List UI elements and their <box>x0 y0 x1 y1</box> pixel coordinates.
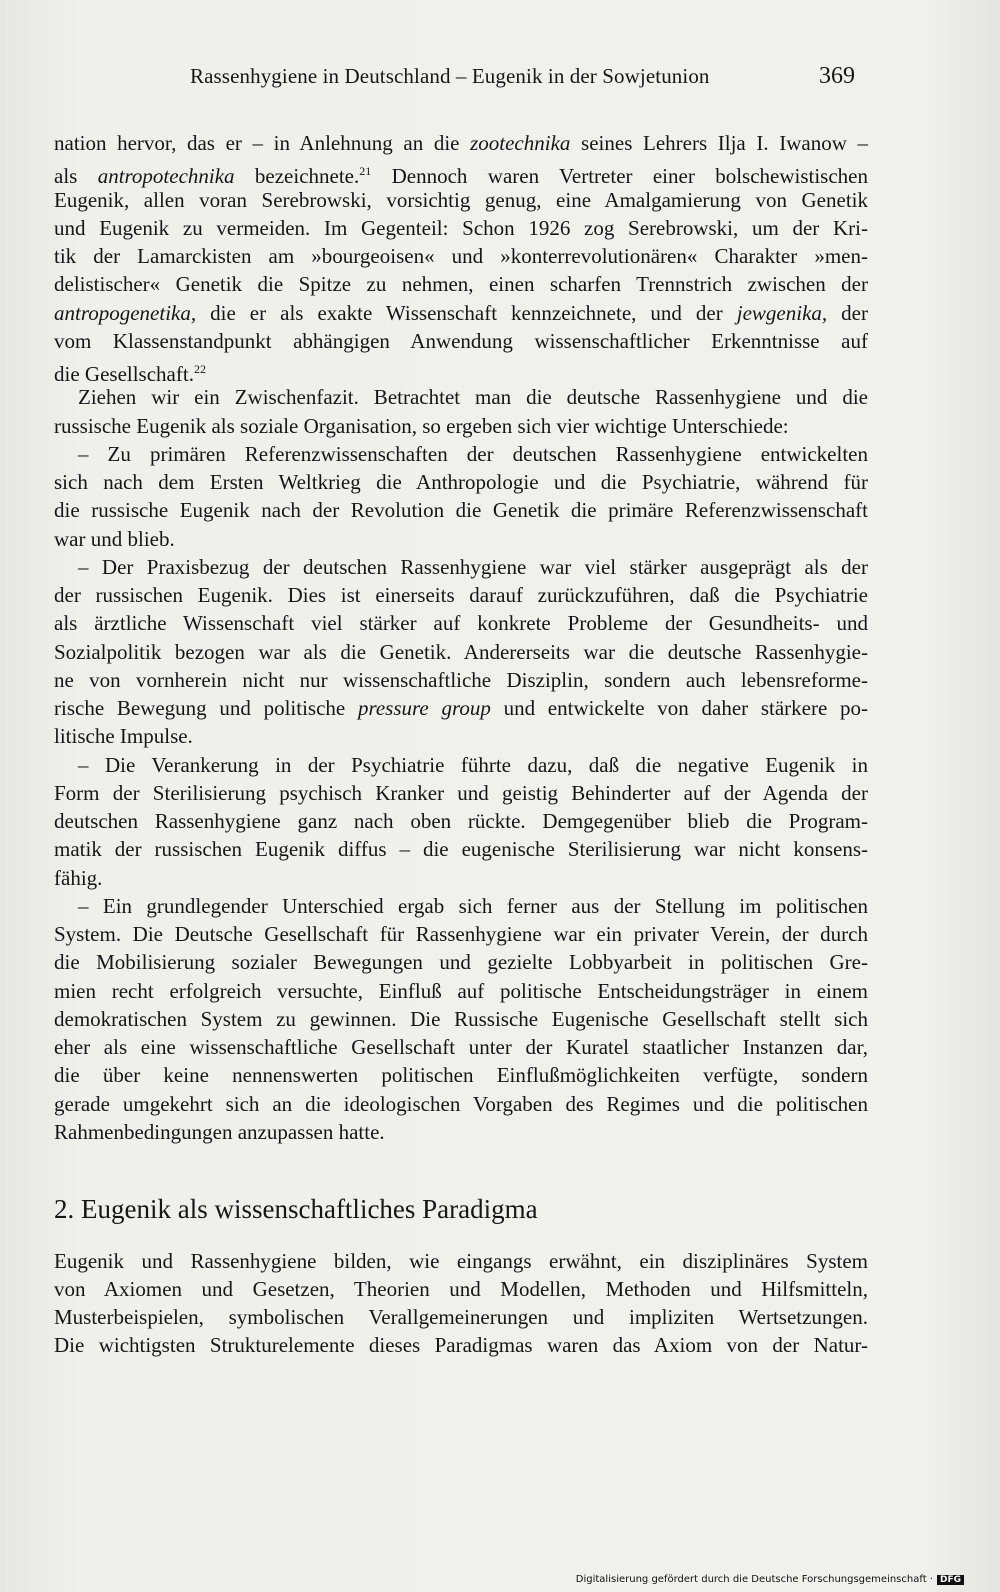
body-line <box>54 807 868 835</box>
text-run: die über keine nennenswerten politischen Einflußmöglichkeiten verfügte, sondern <box>54 1063 868 1088</box>
text-run: Eugenik und Rassenhygiene bilden, wie eingangs erwähnt, ein disziplinäres System <box>54 1249 868 1273</box>
body-line <box>54 920 868 948</box>
body-line <box>54 581 868 609</box>
text-run: nation hervor, das er – in Anlehnung an die <box>54 131 471 155</box>
text-run: System. Die Deutsche Gesellschaft für Rassenhygiene war ein privater Verein, der durch <box>54 922 868 946</box>
section-line <box>54 1275 868 1303</box>
body-line <box>54 864 868 892</box>
text-run: mien recht erfolgreich versuchte, Einfluß auf politische Entscheidungsträger in einem <box>54 978 868 1003</box>
section-line <box>54 1247 868 1275</box>
text-run: deutschen Rassenhygiene ganz nach oben rückte. Demgegenüber blieb die Program- <box>54 809 868 833</box>
section-line <box>54 1331 868 1359</box>
text-run: eher als eine wissenschaftliche Gesellschaft unter der Kuratel staatlicher Instanzen dar, <box>54 1035 868 1059</box>
text-run: als <box>54 164 98 189</box>
body-line <box>54 327 868 355</box>
text-run: Rahmenbedingungen anzupassen hatte. <box>54 1119 385 1144</box>
text-run: – Der Praxisbezug der deutschen Rassenhygiene war viel stärker ausgeprägt als der <box>78 554 868 579</box>
body-line <box>54 609 868 637</box>
text-run: der russischen Eugenik. Dies ist einerseits darauf zurückzuführen, daß die Psychiatrie <box>54 583 868 607</box>
page-number: 369 <box>819 63 855 89</box>
body-line <box>78 751 868 779</box>
text-run: demokratischen System zu gewinnen. Die Russische Eugenische Gesellschaft stellt sich <box>54 1006 868 1031</box>
text-run: Eugenik, allen voran Serebrowski, vorsichtig genug, eine Amalgamierung von Genetik <box>54 187 868 212</box>
text-run: die Mobilisierung sozialer Bewegungen und gezielte Lobbyarbeit in politischen Gre- <box>54 950 868 975</box>
body-line <box>54 157 868 189</box>
text-run: gerade umgekehrt sich an die ideologischen Vorgaben des Regimes und die politischen <box>54 1091 868 1116</box>
italic-term: antropotechnika <box>97 164 235 189</box>
body-line <box>54 779 868 807</box>
text-run: vom Klassenstandpunkt abhängigen Anwendung wissenschaftlicher Erkenntnisse auf <box>54 328 868 353</box>
text-run: – Ein grundlegender Unterschied ergab sich ferner aus der Stellung im politischen <box>78 893 868 918</box>
body-line <box>78 440 868 468</box>
body-line <box>54 694 868 722</box>
body-line <box>54 242 868 270</box>
body-line <box>54 129 868 157</box>
body-line <box>54 948 868 976</box>
text-run: rische Bewegung und politische <box>54 696 358 720</box>
text-run: war und blieb. <box>54 526 175 551</box>
text-run: fähig. <box>54 865 103 890</box>
text-run: – Die Verankerung in der Psychiatrie führte dazu, daß die negative Eugenik in <box>78 752 868 777</box>
text-run: Ziehen wir ein Zwischenfazit. Betrachtet man die deutsche Rassenhygiene und die <box>78 385 868 410</box>
text-run: bezeichnete. <box>234 164 360 189</box>
body-line <box>54 1005 868 1033</box>
body-line <box>54 722 868 750</box>
body-line <box>54 214 868 242</box>
text-run: und Eugenik zu vermeiden. Im Gegenteil: Schon 1926 zog Serebrowski, um der Kri- <box>54 215 868 240</box>
body-line <box>54 638 868 666</box>
text-run: Dennoch waren Vertreter einer bolschewistischen <box>371 164 868 189</box>
text-run: – Zu primären Referenzwissenschaften der deutschen Rassenhygiene entwickelten <box>78 441 868 466</box>
text-run: die Gesellschaft. <box>54 362 194 386</box>
body-line <box>54 355 868 386</box>
text-run: als ärztliche Wissenschaft viel stärker auf konkrete Probleme der Gesundheits- und <box>54 611 868 636</box>
dfg-logo: DFG <box>937 1575 964 1585</box>
text-run: matik der russischen Eugenik diffus – die eugenische Sterilisierung war nicht konsens- <box>54 837 868 862</box>
text-run: Musterbeispielen, symbolischen Verallgemeinerungen und impliziten Wertsetzungen. <box>54 1305 868 1329</box>
text-run: delistischer« Genetik die Spitze zu nehmen, einen scharfen Trennstrich zwischen der <box>54 272 868 297</box>
body-line <box>54 666 868 694</box>
body-line <box>54 299 868 327</box>
body-line <box>78 553 868 581</box>
body-line <box>54 496 868 524</box>
text-run: Sozialpolitik bezogen war als die Genetik. Andererseits war die deutsche Rassenhygie- <box>54 639 868 664</box>
body-line <box>54 1090 868 1118</box>
text-run: und entwickelte von daher stärkere po- <box>490 696 869 720</box>
body-line <box>54 1033 868 1061</box>
text-run: Form der Sterilisierung psychisch Kranker und geistig Behinderter auf der Agenda der <box>54 780 868 805</box>
text-run: die russische Eugenik nach der Revolution die Genetik die primäre Referenzwissenschaft <box>54 498 868 523</box>
section-heading: 2. Eugenik als wissenschaftliches Paradigma <box>54 1194 538 1224</box>
body-line <box>78 892 868 920</box>
body-line <box>54 1118 868 1146</box>
italic-term: zootechnika <box>470 131 571 155</box>
text-run: sich nach dem Ersten Weltkrieg die Anthropologie und die Psychiatrie, während für <box>54 470 868 494</box>
text-run: litische Impulse. <box>54 724 193 749</box>
body-line <box>54 835 868 863</box>
body-line <box>54 468 868 496</box>
italic-term: jewgenika, <box>736 300 828 325</box>
body-line <box>54 525 868 553</box>
italic-term: pressure group <box>357 696 491 720</box>
body-line <box>54 186 868 214</box>
digitization-footer <box>576 1574 964 1585</box>
body-line <box>54 270 868 298</box>
footnote-marker: 22 <box>193 362 206 376</box>
section-line <box>54 1303 868 1331</box>
body-line <box>78 383 868 411</box>
text-run: der <box>827 300 868 325</box>
footnote-marker: 21 <box>359 164 372 179</box>
italic-term: antropogenetika, <box>54 300 197 325</box>
text-run: seines Lehrers Ilja I. Iwanow – <box>570 131 868 155</box>
text-run: tik der Lamarckisten am »bourgeoisen« und »konterrevolutionären« Charakter »men- <box>54 244 868 268</box>
body-line <box>54 412 868 440</box>
text-run: die er als exakte Wissenschaft kennzeichnete, und der <box>196 300 737 325</box>
running-head: Rassenhygiene in Deutschland – Eugenik in der Sowjetunion <box>190 64 710 88</box>
body-line <box>54 977 868 1005</box>
body-line <box>54 1061 868 1089</box>
text-run: russische Eugenik als soziale Organisation, so ergeben sich vier wichtige Unterschiede: <box>54 413 789 438</box>
text-run: von Axiomen und Gesetzen, Theorien und Modellen, Methoden und Hilfsmitteln, <box>54 1277 868 1301</box>
text-run: ne von vornherein nicht nur wissenschaftliche Disziplin, sondern auch lebensreforme- <box>54 667 868 692</box>
text-run: Die wichtigsten Strukturelemente dieses Paradigmas waren das Axiom von der Natur- <box>54 1333 868 1357</box>
footer-text: Digitalisierung gefördert durch die Deutsche Forschungsgemeinschaft · <box>575 1574 933 1585</box>
